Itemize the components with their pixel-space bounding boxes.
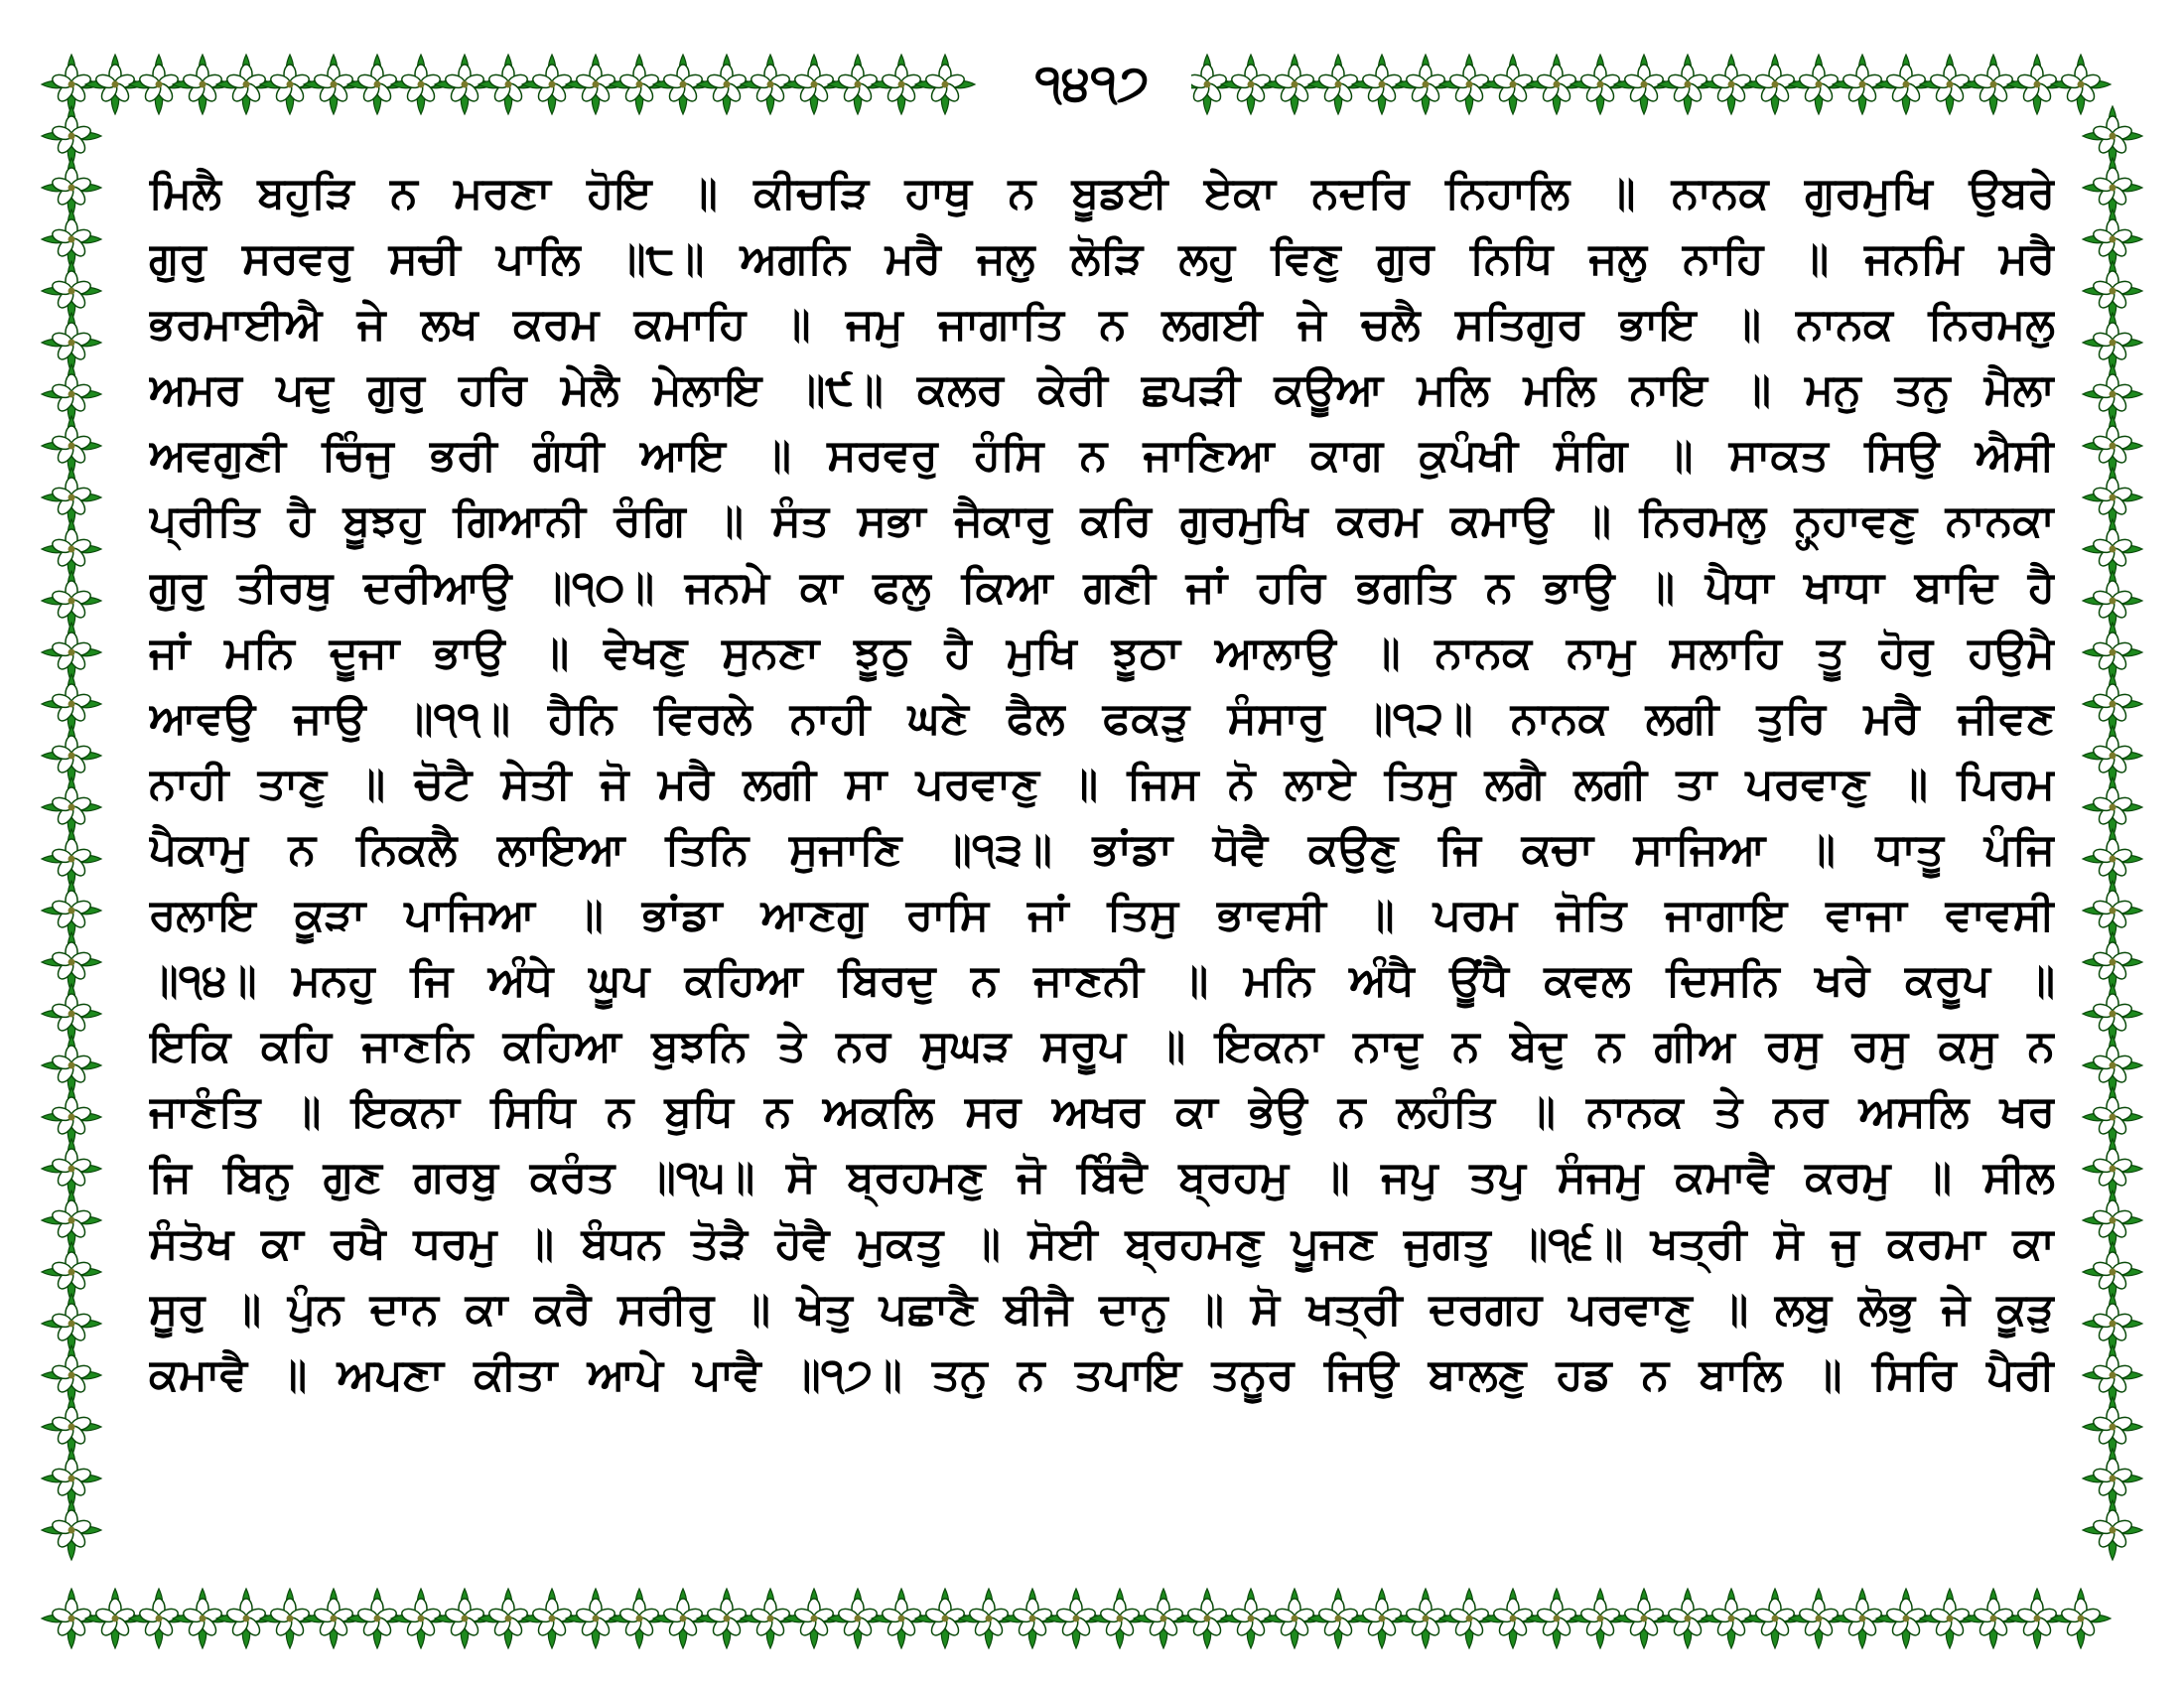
text-line: ਆਵਉ ਜਾਉ ॥੧੧॥ ਹੈਨਿ ਵਿਰਲੇ ਨਾਹੀ ਘਣੇ ਫੈਲ ਫਕੜੁ ਸੰਸਾਰੁ ॥੧੨॥ ਨਾਨਕ ਲਗੀ ਤੁਰਿ ਮਰੈ ਜੀਵਣ xyxy=(149,692,2055,744)
text-line: ਰਲਾਇ ਕੂੜਾ ਪਾਜਿਆ ॥ ਭਾਂਡਾ ਆਣਗੁ ਰਾਸਿ ਜਾਂ ਤਿਸੁ ਭਾਵਸੀ ॥ ਪਰਮ ਜੋਤਿ ਜਾਗਾਇ ਵਾਜਾ ਵਾਵਸੀ xyxy=(149,890,2055,941)
scripture-text-block xyxy=(149,161,2055,1408)
white-flower-with-green-leaves-icon xyxy=(915,55,975,114)
text-line: ਗੁਰੁ ਤੀਰਥੁ ਦਰੀਆਉ ॥੧੦॥ ਜਨਮੇ ਕਾ ਫਲੁ ਕਿਆ ਗਣੀ ਜਾਂ ਹਰਿ ਭਗਤਿ ਨ ਭਾਉ ॥ ਪੈਧਾ ਖਾਧਾ ਬਾਦਿ ਹੈ xyxy=(149,561,2055,613)
text-line: ਜਾਂ ਮਨਿ ਦੂਜਾ ਭਾਉ ॥ ਵੇਖਣੁ ਸੁਨਣਾ ਝੂਠੁ ਹੈ ਮੁਖਿ ਝੂਠਾ ਆਲਾਉ ॥ ਨਾਨਕ ਨਾਮੁ ਸਲਾਹਿ ਤੂ ਹੋਰੁ ਹਉਮੈ xyxy=(149,627,2055,678)
text-line: ਜਾਣੰਤਿ ॥ ਇਕਨਾ ਸਿਧਿ ਨ ਬੁਧਿ ਨ ਅਕਲਿ ਸਰ ਅਖਰ ਕਾ ਭੇਉ ਨ ਲਹੰਤਿ ॥ ਨਾਨਕ ਤੇ ਨਰ ਅਸਲਿ ਖਰ xyxy=(149,1086,2055,1138)
text-line: ਗੁਰੁ ਸਰਵਰੁ ਸਚੀ ਪਾਲਿ ॥੮॥ ਅਗਨਿ ਮਰੈ ਜਲੁ ਲੋੜਿ ਲਹੁ ਵਿਣੁ ਗੁਰ ਨਿਧਿ ਜਲੁ ਨਾਹਿ ॥ ਜਨਮਿ ਮਰੈ xyxy=(149,233,2055,285)
white-flower-with-green-leaves-icon xyxy=(42,1500,101,1560)
white-flower-with-green-leaves-icon xyxy=(2051,1589,2111,1648)
text-line: ਸੂਰੁ ॥ ਪੁੰਨ ਦਾਨ ਕਾ ਕਰੈ ਸਰੀਰੁ ॥ ਖੇਤੁ ਪਛਾਣੈ ਬੀਜੈ ਦਾਨੁ ॥ ਸੋ ਖਤ੍ਰੀ ਦਰਗਹ ਪਰਵਾਣੁ ॥ ਲਬੁ ਲੋਭੁ ਜੇ ਕੂੜੁ xyxy=(149,1283,2055,1335)
text-line: ਜਿ ਬਿਨੁ ਗੁਣ ਗਰਬੁ ਕਰੰਤ ॥੧੫॥ ਸੋ ਬ੍ਰਹਮਣੁ ਜੋ ਬਿੰਦੈ ਬ੍ਰਹਮੁ ॥ ਜਪੁ ਤਪੁ ਸੰਜਮੁ ਕਮਾਵੈ ਕਰਮੁ ॥ ਸੀਲ xyxy=(149,1152,2055,1203)
page-number: ੧੪੧੭ xyxy=(993,38,1191,127)
text-line: ਅਮਰ ਪਦੁ ਗੁਰੁ ਹਰਿ ਮੇਲੈ ਮੇਲਾਇ ॥੯॥ ਕਲਰ ਕੇਰੀ ਛਪੜੀ ਕਊਆ ਮਲਿ ਮਲਿ ਨਾਇ ॥ ਮਨੁ ਤਨੁ ਮੈਲਾ xyxy=(149,364,2055,416)
text-line: ਭਰਮਾਈਐ ਜੇ ਲਖ ਕਰਮ ਕਮਾਹਿ ॥ ਜਮੁ ਜਾਗਾਤਿ ਨ ਲਗਈ ਜੇ ਚਲੈ ਸਤਿਗੁਰ ਭਾਇ ॥ ਨਾਨਕ ਨਿਰਮਲੁ xyxy=(149,299,2055,351)
text-line: ਕਮਾਵੈ ॥ ਅਪਣਾ ਕੀਤਾ ਆਪੇ ਪਾਵੈ ॥੧੭॥ ਤਨੁ ਨ ਤਪਾਇ ਤਨੂਰ ਜਿਉ ਬਾਲਣੁ ਹਡ ਨ ਬਾਲਿ ॥ ਸਿਰਿ ਪੈਰੀ xyxy=(149,1348,2055,1400)
text-line: ਅਵਗੁਣੀ ਚਿੰਜੁ ਭਰੀ ਗੰਧੀ ਆਇ ॥ ਸਰਵਰੁ ਹੰਸਿ ਨ ਜਾਣਿਆ ਕਾਗ ਕੁਪੰਖੀ ਸੰਗਿ ॥ ਸਾਕਤ ਸਿਉ ਐਸੀ xyxy=(149,430,2055,482)
text-line: ਪੈਕਾਮੁ ਨ ਨਿਕਲੈ ਲਾਇਆ ਤਿਨਿ ਸੁਜਾਣਿ ॥੧੩॥ ਭਾਂਡਾ ਧੋਵੈ ਕਉਣੁ ਜਿ ਕਚਾ ਸਾਜਿਆ ॥ ਧਾਤੂ ਪੰਜਿ xyxy=(149,823,2055,875)
white-flower-with-green-leaves-icon xyxy=(2083,1500,2142,1560)
text-line: ਮਿਲੈ ਬਹੁੜਿ ਨ ਮਰਣਾ ਹੋਇ ॥ ਕੀਚੜਿ ਹਾਥੁ ਨ ਬੂਡਈ ਏਕਾ ਨਦਰਿ ਨਿਹਾਲਿ ॥ ਨਾਨਕ ਗੁਰਮੁਖਿ ਉਬਰੇ xyxy=(149,168,2055,218)
text-line: ਪ੍ਰੀਤਿ ਹੈ ਬੂਝਹੁ ਗਿਆਨੀ ਰੰਗਿ ॥ ਸੰਤ ਸਭਾ ਜੈਕਾਰੁ ਕਰਿ ਗੁਰਮੁਖਿ ਕਰਮ ਕਮਾਉ ॥ ਨਿਰਮਲੁ ਨ੍ਹ੍ਹਾਵਣੁ ਨਾਨਕਾ xyxy=(149,495,2055,547)
text-line: ਨਾਹੀ ਤਾਣੁ ॥ ਚੋਟੈ ਸੇਤੀ ਜੋ ਮਰੈ ਲਗੀ ਸਾ ਪਰਵਾਣੁ ॥ ਜਿਸ ਨੋ ਲਾਏ ਤਿਸੁ ਲਗੈ ਲਗੀ ਤਾ ਪਰਵਾਣੁ ॥ ਪਿਰਮ xyxy=(149,758,2055,809)
text-line: ਸੰਤੋਖ ਕਾ ਰਖੈ ਧਰਮੁ ॥ ਬੰਧਨ ਤੋੜੈ ਹੋਵੈ ਮੁਕਤੁ ॥ ਸੋਈ ਬ੍ਰਹਮਣੁ ਪੂਜਣ ਜੁਗਤੁ ॥੧੬॥ ਖਤ੍ਰੀ ਸੋ ਜੁ ਕਰਮਾ ਕਾ xyxy=(149,1217,2055,1269)
text-line: ਇਕਿ ਕਹਿ ਜਾਣਨਿ ਕਹਿਆ ਬੁਝਨਿ ਤੇ ਨਰ ਸੁਘੜ ਸਰੂਪ ॥ ਇਕਨਾ ਨਾਦੁ ਨ ਬੇਦੁ ਨ ਗੀਅ ਰਸੁ ਰਸੁ ਕਸੁ ਨ xyxy=(149,1021,2055,1072)
text-line: ॥੧੪॥ ਮਨਹੁ ਜਿ ਅੰਧੇ ਘੂਪ ਕਹਿਆ ਬਿਰਦੁ ਨ ਜਾਣਨੀ ॥ ਮਨਿ ਅੰਧੈ ਊਂਧੈ ਕਵਲ ਦਿਸਨਿ ਖਰੇ ਕਰੂਪ ॥ xyxy=(149,955,2055,1007)
white-flower-with-green-leaves-icon xyxy=(2051,55,2111,114)
